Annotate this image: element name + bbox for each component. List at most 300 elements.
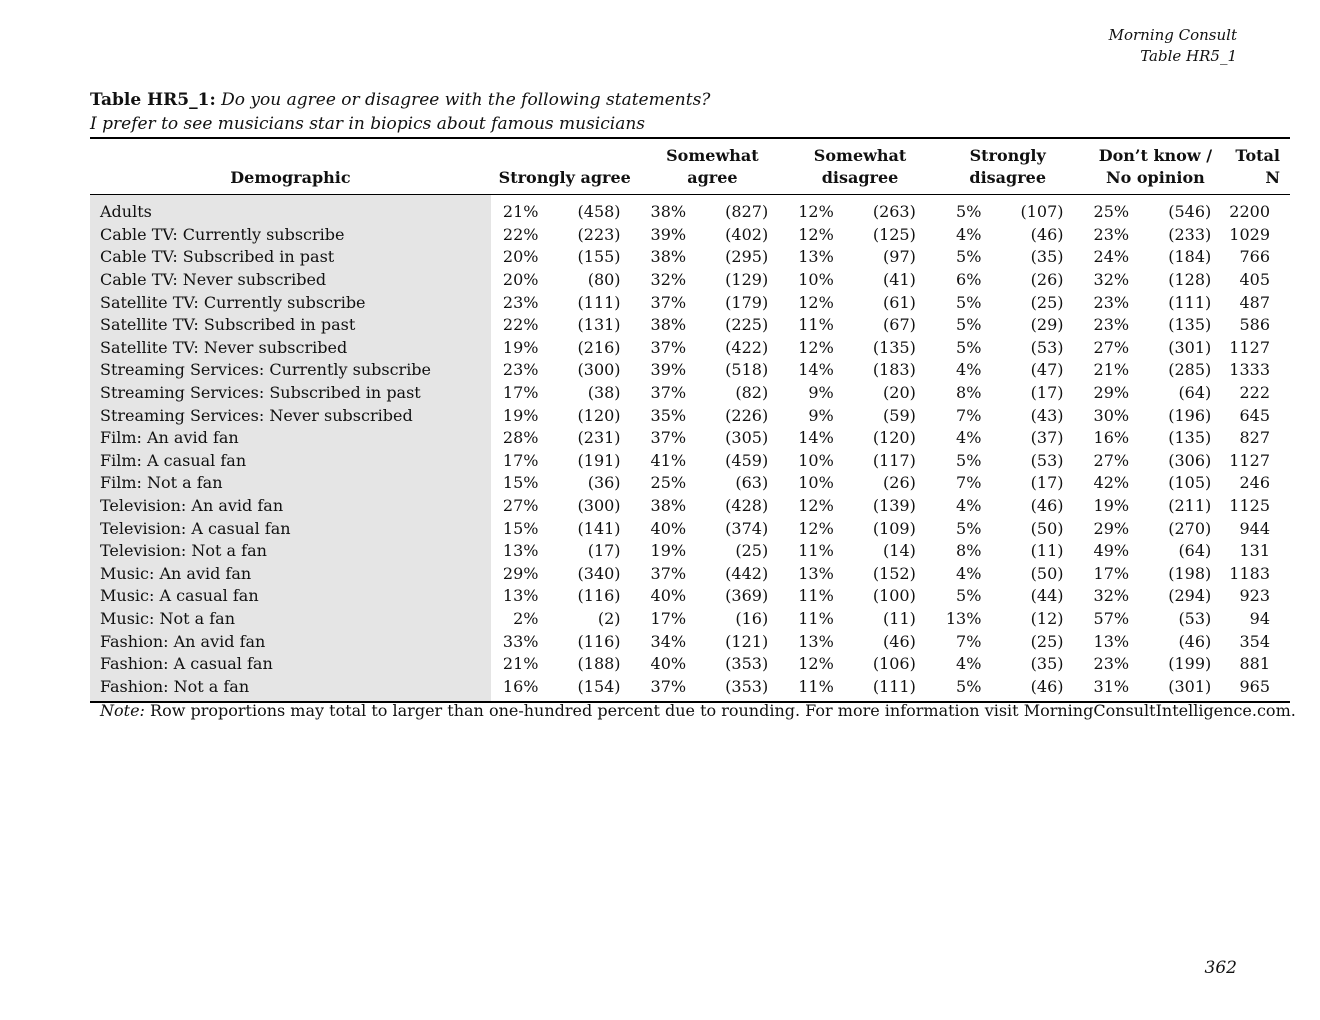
count-cell: (50): [1030, 563, 1064, 583]
percent-cell: 15%: [502, 518, 539, 538]
table-reference: Table HR5_1: [1140, 47, 1237, 65]
count-cell: (216): [577, 337, 621, 357]
percent-cell: 28%: [502, 428, 539, 448]
total-n-cell: 222: [1239, 383, 1270, 403]
count-cell: (369): [725, 586, 769, 606]
percent-cell: 38%: [650, 315, 687, 335]
note-text: Row proportions may total to larger than one-hundred percent due to rounding. For more information visit MorningConsultIntelligence.com.: [150, 701, 1296, 720]
percent-cell: 21%: [502, 654, 539, 674]
col-strongly-agree: Strongly agree: [491, 138, 639, 195]
count-cell: (111): [872, 676, 916, 696]
percent-cell: 29%: [502, 563, 539, 583]
percent-cell: 4%: [956, 654, 982, 674]
percent-cell: 32%: [1093, 586, 1130, 606]
count-cell: (340): [577, 563, 621, 583]
percent-cell: 13%: [945, 608, 982, 628]
count-cell: (131): [577, 315, 621, 335]
percent-cell: 4%: [956, 563, 982, 583]
count-cell: (154): [577, 676, 621, 696]
table-row: [90, 675, 1290, 702]
count-cell: (223): [577, 224, 621, 244]
percent-cell: 12%: [798, 518, 834, 538]
count-cell: (46): [1030, 676, 1064, 696]
percent-cell: 37%: [650, 676, 687, 696]
count-cell: (50): [1030, 518, 1064, 538]
row-label: Television: A casual fan: [90, 517, 491, 540]
count-cell: (16): [735, 608, 769, 628]
count-cell: (191): [577, 450, 621, 470]
count-cell: (518): [725, 360, 769, 380]
count-cell: (46): [883, 631, 916, 651]
percent-cell: 37%: [650, 428, 687, 448]
row-label: Film: A casual fan: [90, 450, 491, 473]
count-cell: (43): [1030, 405, 1064, 425]
percent-cell: 10%: [798, 450, 834, 470]
count-cell: (458): [577, 202, 621, 222]
count-cell: (26): [1030, 270, 1064, 290]
row-label: Film: Not a fan: [90, 472, 491, 495]
count-cell: (12): [1030, 608, 1064, 628]
count-cell: (117): [872, 450, 916, 470]
count-cell: (14): [883, 541, 916, 561]
table-row: [90, 314, 1290, 337]
percent-cell: 23%: [502, 360, 539, 380]
percent-cell: 24%: [1093, 247, 1130, 267]
percent-cell: 5%: [956, 337, 982, 357]
percent-cell: 11%: [798, 586, 834, 606]
count-cell: (135): [872, 337, 916, 357]
percent-cell: 27%: [1093, 450, 1130, 470]
total-n-cell: 586: [1239, 315, 1270, 335]
percent-cell: 39%: [650, 224, 687, 244]
percent-cell: 40%: [650, 518, 687, 538]
table-row: [90, 608, 1290, 631]
count-cell: (46): [1178, 631, 1212, 651]
row-label: Music: Not a fan: [90, 608, 491, 631]
percent-cell: 20%: [502, 270, 539, 290]
count-cell: (141): [577, 518, 621, 538]
count-cell: (139): [872, 496, 916, 516]
table-row: [90, 359, 1290, 382]
count-cell: (120): [872, 428, 916, 448]
percent-cell: 9%: [808, 405, 834, 425]
percent-cell: 20%: [502, 247, 539, 267]
percent-cell: 10%: [798, 473, 834, 493]
count-cell: (402): [725, 224, 769, 244]
percent-cell: 19%: [502, 405, 539, 425]
table-row: [90, 382, 1290, 405]
percent-cell: 22%: [502, 315, 539, 335]
total-n-cell: 944: [1239, 518, 1270, 538]
total-n-cell: 1183: [1229, 563, 1270, 583]
percent-cell: 17%: [1093, 563, 1130, 583]
header-row: [90, 138, 1290, 195]
count-cell: (44): [1030, 586, 1064, 606]
total-n-cell: 827: [1239, 428, 1270, 448]
percent-cell: 23%: [502, 292, 539, 312]
count-cell: (111): [577, 292, 621, 312]
table-row: [90, 517, 1290, 540]
count-cell: (25): [735, 541, 769, 561]
count-cell: (442): [725, 563, 769, 583]
row-label: Satellite TV: Currently subscribe: [90, 291, 491, 314]
row-label: Satellite TV: Never subscribed: [90, 337, 491, 360]
results-table: [90, 137, 1290, 703]
percent-cell: 19%: [1093, 496, 1130, 516]
percent-cell: 41%: [650, 450, 687, 470]
row-label: Fashion: A casual fan: [90, 653, 491, 676]
col-somewhat-agree: Somewhat agree: [639, 138, 787, 195]
percent-cell: 14%: [798, 360, 834, 380]
percent-cell: 11%: [798, 676, 834, 696]
percent-cell: 38%: [650, 496, 687, 516]
footnote: [100, 701, 1296, 720]
percent-cell: 8%: [956, 383, 982, 403]
count-cell: (17): [587, 541, 621, 561]
percent-cell: 13%: [1093, 631, 1130, 651]
row-label: Music: A casual fan: [90, 585, 491, 608]
row-label: Television: An avid fan: [90, 495, 491, 518]
count-cell: (270): [1168, 518, 1212, 538]
table-title: [90, 88, 1290, 136]
count-cell: (35): [1030, 654, 1064, 674]
count-cell: (428): [725, 496, 769, 516]
count-cell: (116): [577, 631, 621, 651]
count-cell: (82): [735, 383, 769, 403]
total-n-cell: 1125: [1229, 496, 1270, 516]
table-row: [90, 653, 1290, 676]
count-cell: (225): [725, 315, 769, 335]
percent-cell: 12%: [798, 496, 834, 516]
count-cell: (306): [1168, 450, 1212, 470]
count-cell: (67): [883, 315, 916, 335]
count-cell: (105): [1168, 473, 1212, 493]
count-cell: (26): [883, 473, 916, 493]
count-cell: (198): [1168, 563, 1212, 583]
percent-cell: 27%: [1093, 337, 1130, 357]
percent-cell: 22%: [502, 224, 539, 244]
count-cell: (11): [883, 608, 916, 628]
count-cell: (135): [1168, 315, 1212, 335]
count-cell: (17): [1030, 383, 1064, 403]
table-row: [90, 495, 1290, 518]
row-label: Fashion: Not a fan: [90, 675, 491, 702]
total-n-cell: 487: [1239, 292, 1270, 312]
count-cell: (25): [1030, 292, 1064, 312]
count-cell: (422): [725, 337, 769, 357]
percent-cell: 38%: [650, 202, 687, 222]
percent-cell: 8%: [956, 541, 982, 561]
table-row: [90, 563, 1290, 586]
count-cell: (294): [1168, 586, 1212, 606]
table-label: Table HR5_1:: [90, 90, 216, 110]
count-cell: (353): [725, 676, 769, 696]
percent-cell: 35%: [650, 405, 687, 425]
percent-cell: 5%: [956, 518, 982, 538]
total-n-cell: 405: [1239, 270, 1270, 290]
table-body: [90, 195, 1290, 703]
table-row: [90, 337, 1290, 360]
count-cell: (106): [872, 654, 916, 674]
percent-cell: 12%: [798, 337, 834, 357]
percent-cell: 49%: [1093, 541, 1130, 561]
percent-cell: 13%: [798, 247, 834, 267]
row-label: Streaming Services: Never subscribed: [90, 404, 491, 427]
percent-cell: 38%: [650, 247, 687, 267]
total-n-cell: 1127: [1229, 337, 1270, 357]
count-cell: (179): [725, 292, 769, 312]
note-label: Note:: [100, 701, 145, 720]
percent-cell: 37%: [650, 292, 687, 312]
count-cell: (35): [1030, 247, 1064, 267]
row-label: Cable TV: Subscribed in past: [90, 246, 491, 269]
percent-cell: 37%: [650, 337, 687, 357]
percent-cell: 15%: [502, 473, 539, 493]
count-cell: (116): [577, 586, 621, 606]
percent-cell: 9%: [808, 383, 834, 403]
count-cell: (301): [1168, 337, 1212, 357]
table-row: [90, 404, 1290, 427]
count-cell: (295): [725, 247, 769, 267]
total-n-cell: 2200: [1229, 202, 1270, 222]
count-cell: (80): [587, 270, 621, 290]
percent-cell: 16%: [502, 676, 539, 696]
percent-cell: 42%: [1093, 473, 1130, 493]
count-cell: (17): [1030, 473, 1064, 493]
count-cell: (374): [725, 518, 769, 538]
table-row: [90, 585, 1290, 608]
row-label: Streaming Services: Subscribed in past: [90, 382, 491, 405]
count-cell: (188): [577, 654, 621, 674]
total-n-cell: 246: [1239, 473, 1270, 493]
count-cell: (263): [872, 202, 916, 222]
col-dont-know: Don’t know / No opinion: [1082, 138, 1230, 195]
count-cell: (128): [1168, 270, 1212, 290]
count-cell: (155): [577, 247, 621, 267]
count-cell: (46): [1030, 224, 1064, 244]
percent-cell: 27%: [502, 496, 539, 516]
percent-cell: 10%: [798, 270, 834, 290]
page-number: 362: [1204, 958, 1237, 978]
count-cell: (53): [1030, 337, 1064, 357]
percent-cell: 39%: [650, 360, 687, 380]
count-cell: (827): [725, 202, 769, 222]
percent-cell: 5%: [956, 202, 982, 222]
count-cell: (121): [725, 631, 769, 651]
report-brand: [1109, 25, 1237, 67]
percent-cell: 21%: [1093, 360, 1130, 380]
count-cell: (300): [577, 360, 621, 380]
count-cell: (61): [883, 292, 916, 312]
percent-cell: 4%: [956, 428, 982, 448]
count-cell: (53): [1178, 608, 1212, 628]
percent-cell: 4%: [956, 224, 982, 244]
percent-cell: 57%: [1093, 608, 1130, 628]
count-cell: (305): [725, 428, 769, 448]
col-demographic: Demographic: [90, 138, 491, 195]
percent-cell: 5%: [956, 292, 982, 312]
total-n-cell: 645: [1239, 405, 1270, 425]
percent-cell: 11%: [798, 608, 834, 628]
count-cell: (300): [577, 496, 621, 516]
total-n-cell: 131: [1239, 541, 1270, 561]
percent-cell: 12%: [798, 202, 834, 222]
percent-cell: 34%: [650, 631, 687, 651]
col-total-n: Total N: [1229, 138, 1290, 195]
table-row: [90, 195, 1290, 224]
count-cell: (459): [725, 450, 769, 470]
percent-cell: 12%: [798, 654, 834, 674]
percent-cell: 11%: [798, 541, 834, 561]
table-row: [90, 269, 1290, 292]
count-cell: (38): [587, 383, 621, 403]
percent-cell: 17%: [650, 608, 687, 628]
count-cell: (111): [1168, 292, 1212, 312]
table-row: [90, 472, 1290, 495]
percent-cell: 17%: [502, 383, 539, 403]
table-row: [90, 427, 1290, 450]
count-cell: (36): [587, 473, 621, 493]
row-label: Satellite TV: Subscribed in past: [90, 314, 491, 337]
count-cell: (199): [1168, 654, 1212, 674]
question-text: Do you agree or disagree with the following statements?: [221, 90, 711, 110]
count-cell: (152): [872, 563, 916, 583]
count-cell: (64): [1178, 383, 1212, 403]
percent-cell: 5%: [956, 676, 982, 696]
percent-cell: 23%: [1093, 654, 1130, 674]
total-n-cell: 94: [1249, 608, 1270, 628]
percent-cell: 7%: [956, 473, 982, 493]
percent-cell: 13%: [502, 586, 539, 606]
table-row: [90, 630, 1290, 653]
row-label: Cable TV: Currently subscribe: [90, 224, 491, 247]
total-n-cell: 965: [1239, 676, 1270, 696]
percent-cell: 40%: [650, 654, 687, 674]
percent-cell: 31%: [1093, 676, 1130, 696]
count-cell: (233): [1168, 224, 1212, 244]
count-cell: (196): [1168, 405, 1212, 425]
count-cell: (2): [597, 608, 621, 628]
percent-cell: 4%: [956, 360, 982, 380]
count-cell: (46): [1030, 496, 1064, 516]
percent-cell: 14%: [798, 428, 834, 448]
count-cell: (37): [1030, 428, 1064, 448]
row-label: Fashion: An avid fan: [90, 630, 491, 653]
percent-cell: 2%: [513, 608, 539, 628]
total-n-cell: 766: [1239, 247, 1270, 267]
count-cell: (301): [1168, 676, 1212, 696]
brand-name: Morning Consult: [1108, 26, 1237, 44]
total-n-cell: 1333: [1229, 360, 1270, 380]
count-cell: (59): [883, 405, 916, 425]
percent-cell: 23%: [1093, 315, 1130, 335]
count-cell: (183): [872, 360, 916, 380]
count-cell: (184): [1168, 247, 1212, 267]
table-row: [90, 224, 1290, 247]
percent-cell: 19%: [502, 337, 539, 357]
total-n-cell: 1029: [1229, 224, 1270, 244]
row-label: Music: An avid fan: [90, 563, 491, 586]
count-cell: (107): [1020, 202, 1064, 222]
count-cell: (11): [1030, 541, 1064, 561]
percent-cell: 40%: [650, 586, 687, 606]
count-cell: (109): [872, 518, 916, 538]
percent-cell: 5%: [956, 247, 982, 267]
percent-cell: 13%: [798, 563, 834, 583]
count-cell: (41): [883, 270, 916, 290]
col-somewhat-disagree: Somewhat disagree: [786, 138, 934, 195]
percent-cell: 5%: [956, 586, 982, 606]
count-cell: (226): [725, 405, 769, 425]
total-n-cell: 1127: [1229, 450, 1270, 470]
table-row: [90, 450, 1290, 473]
count-cell: (64): [1178, 541, 1212, 561]
row-label: Streaming Services: Currently subscribe: [90, 359, 491, 382]
percent-cell: 13%: [502, 541, 539, 561]
percent-cell: 6%: [956, 270, 982, 290]
percent-cell: 17%: [502, 450, 539, 470]
count-cell: (231): [577, 428, 621, 448]
count-cell: (100): [872, 586, 916, 606]
count-cell: (29): [1030, 315, 1064, 335]
percent-cell: 29%: [1093, 518, 1130, 538]
count-cell: (97): [883, 247, 916, 267]
percent-cell: 29%: [1093, 383, 1130, 403]
count-cell: (20): [883, 383, 916, 403]
percent-cell: 4%: [956, 496, 982, 516]
count-cell: (129): [725, 270, 769, 290]
percent-cell: 32%: [1093, 270, 1130, 290]
count-cell: (120): [577, 405, 621, 425]
table-row: [90, 246, 1290, 269]
count-cell: (211): [1168, 496, 1212, 516]
count-cell: (353): [725, 654, 769, 674]
row-label: Cable TV: Never subscribed: [90, 269, 491, 292]
percent-cell: 19%: [650, 541, 687, 561]
percent-cell: 33%: [502, 631, 539, 651]
percent-cell: 7%: [956, 631, 982, 651]
percent-cell: 12%: [798, 224, 834, 244]
percent-cell: 5%: [956, 315, 982, 335]
count-cell: (546): [1168, 202, 1212, 222]
percent-cell: 11%: [798, 315, 834, 335]
percent-cell: 37%: [650, 383, 687, 403]
table-row: [90, 291, 1290, 314]
total-n-cell: 923: [1239, 586, 1270, 606]
percent-cell: 12%: [798, 292, 834, 312]
percent-cell: 25%: [650, 473, 687, 493]
percent-cell: 13%: [798, 631, 834, 651]
row-label: Adults: [90, 195, 491, 224]
percent-cell: 5%: [956, 450, 982, 470]
row-label: Television: Not a fan: [90, 540, 491, 563]
percent-cell: 23%: [1093, 292, 1130, 312]
total-n-cell: 354: [1239, 631, 1270, 651]
percent-cell: 7%: [956, 405, 982, 425]
percent-cell: 21%: [502, 202, 539, 222]
count-cell: (125): [872, 224, 916, 244]
col-strongly-disagree: Strongly disagree: [934, 138, 1082, 195]
statement-text: I prefer to see musicians star in biopics about famous musicians: [90, 114, 646, 134]
percent-cell: 37%: [650, 563, 687, 583]
percent-cell: 25%: [1093, 202, 1130, 222]
table-row: [90, 540, 1290, 563]
row-label: Film: An avid fan: [90, 427, 491, 450]
percent-cell: 30%: [1093, 405, 1130, 425]
count-cell: (285): [1168, 360, 1212, 380]
count-cell: (53): [1030, 450, 1064, 470]
count-cell: (63): [735, 473, 769, 493]
